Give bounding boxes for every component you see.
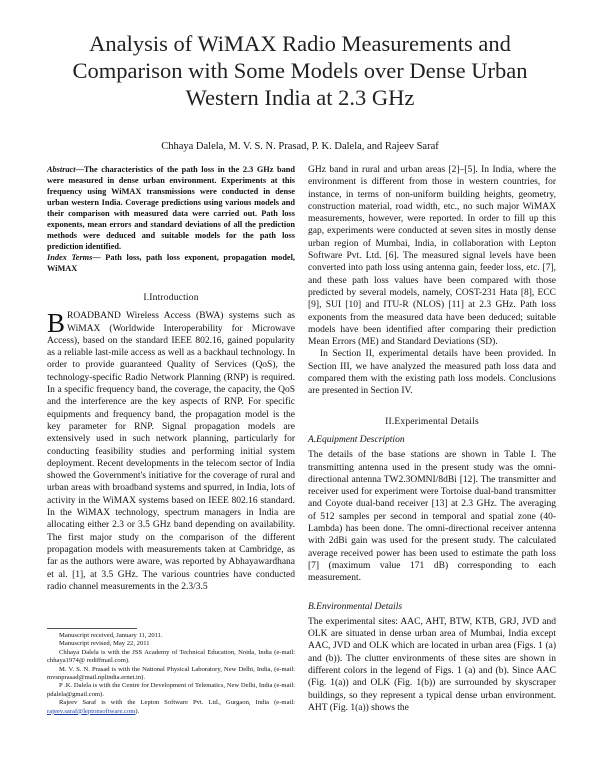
index-terms	[47, 252, 295, 274]
footnote-author-4-end: ).	[135, 707, 140, 715]
right-column	[308, 164, 556, 714]
equipment-paragraph: The details of the base stations are shown in Table I. The transmitting antenna used in the present study was the omni-directional antenna TW2.3OMNI/8dBi [12]. The transmitter and receiver used for experiment were Tortoise dual-band transmitter and Coyote dual-band receiver [13] at 2.3 GHz. The averaging of 512 samples per second in temporal and spatial zone (40-Lambda) has been done. The omni-directional receiver antenna with 2dBi gain was used for the present study. The calculated average received power has been used to estimate the path loss [7] (maximum value 171 dB) corresponding to each measurement.	[308, 450, 556, 584]
footnote-author-2: M. V. S. N. Prasad is with the National Physical Laboratory, New Delhi, India, (e-mail: mvsnprasad@mail.nplindia.ernet.in).	[47, 665, 295, 682]
intro-text: ROADBAND Wireless Access (BWA) systems such as WiMAX (Worldwide Interoperability for Microwave Access), based on the standard IEEE 802.16, gained popularity as a reliable last-mile access as well as a backhaul technology. In order to provide guaranteed Quality of Services (QoS), the technology-specific Radio Network Planning (RNP) is required. In a specific frequency band, the coverage, the capacity, the QoS and the interference are the key aspects of RNP. For specific equipments and frequency band, the propagation model is the key parameter for RNP. Signal propagation models are extensively used in such network planning, particularly for conducting feasibility studies and performing initial system deployment. Recent developments in the telecom sector of India showed the Government's initiative for the coverage of rural and urban areas with broadband systems and spurred, in India, lots of activity in the WiMAX systems based on IEEE 802.16 standard. In the WiMAX technology, spectrum managers in India are allocating either 2.3 or 3.5 GHz band depending on availability. The first major study on the comparison of the different propagation models with measurements taken at Cambridge, as far as the authors were aware, was reported by Abhayawardhana et al. [1], at 3.5 GHz. The various countries have conducted radio channel measurements in the 2.3/3.5	[47, 311, 295, 592]
left-column	[47, 164, 295, 715]
paper-title: Analysis of WiMAX Radio Measurements and Comparison with Some Models over Dense Urban Western India at 2.3 GHz	[72, 31, 528, 110]
footnote-revised: Manuscript revised, May 22, 2011	[59, 640, 150, 648]
footnote-author-1: Chhaya Dalela is with the JSS Academy of Technical Education, Noida, India (e-mail: chhaya1974@ rediffmail.com).	[47, 648, 295, 665]
drop-cap: B	[47, 308, 66, 339]
index-terms-lead: Index Terms	[47, 253, 93, 262]
abstract	[47, 164, 295, 252]
index-terms-text: — Path loss, path loss exponent, propagation model, WiMAX	[47, 253, 295, 273]
footnote-author-3: P .K. Dalela is with the Centre for Development of Telematics, New Delhi, India (e-mail: pdalela@gmail.com).	[47, 682, 295, 698]
section-heading-experimental: II.Experimental Details	[385, 416, 479, 427]
environmental-paragraph: The experimental sites: AAC, AHT, BTW, KTB, GRJ, JVD and OLK are situated in dense urban area of Mumbai, India except AAC, JVD and OLK which are located in urban area (Figs. 1 (a) and (b)). The clutter environments of these sites are shown in different colors in the legend of Figs. 1 (a) and (b). Since AAC (Fig. 1(a)) and OLK (Fig. 1(b)) are surrounded by skyscraper buildings, so they represent a typical dense urban environment. AHT (Fig. 1(a)) shows the	[308, 616, 556, 713]
intro-continued: GHz band in rural and urban areas [2]–[5]. In India, where the environment is different from those in western countries, for instance, in terms of non-uniform building heights, geometry, construction material, road width, etc., no such major WiMAX measurements, however, were reported. In order to fill up this gap, experiments were conducted at seven sites in mostly dense urban region of Mumbai, India, in collaboration with Lepton Software Pvt. Ltd. [6]. The measured signal levels have been converted into path loss using antenna gain, feeder loss, etc. [7], and these path loss values have been compared with those predicted by several models, namely, COST-231 Hata [8], ECC [9], SUI [10] and ITU-R (NLOS) [11] at 2.3 GHz. Path loss exponents from the measured data have been deduced; suitable models have been identified after comparing their prediction Mean Errors (ME) and Standard Deviations (SD).	[308, 165, 556, 348]
abstract-text: —The characteristics of the path loss in the 2.3 GHz band were measured in dense urban environment. Experiments at this frequency using WiMAX transmissions were conducted in dense urban western India. Coverage predictions using various models and their comparison with measured data were carried out. Path loss exponents, mean errors and standard deviations of all the prediction methods were deduced and suitable models for the path loss prediction identified.	[47, 165, 295, 251]
author-list: Chhaya Dalela, M. V. S. N. Prasad, P. K. Dalela, and Rajeev Saraf	[161, 141, 439, 152]
footnote-rule	[47, 628, 137, 629]
footnote-author-4	[47, 699, 295, 716]
subsection-heading-equipment: A.Equipment Description	[308, 434, 405, 445]
subsection-heading-environmental: B.Environmental Details	[308, 601, 403, 612]
intro-outline: In Section II, experimental details have been provided. In Section III, we have analyzed the measured path loss data and compared them with the existing path loss models. Conclusions are presented in Section IV.	[308, 349, 556, 397]
footnote-author-4-text: Rajeev Saraf is with the Lepton Software Pvt. Ltd., Gurgaon, India (e-mail:	[59, 699, 295, 707]
email-link[interactable]: rajeev.saraf@leptonsoftware.com	[47, 707, 136, 715]
footnotes	[47, 624, 295, 716]
section-heading-introduction: I.Introduction	[143, 293, 199, 303]
intro-paragraph	[47, 310, 295, 593]
footnote-received: Manuscript received, January 11, 2011.	[59, 632, 163, 639]
abstract-lead: Abstract	[47, 165, 76, 174]
